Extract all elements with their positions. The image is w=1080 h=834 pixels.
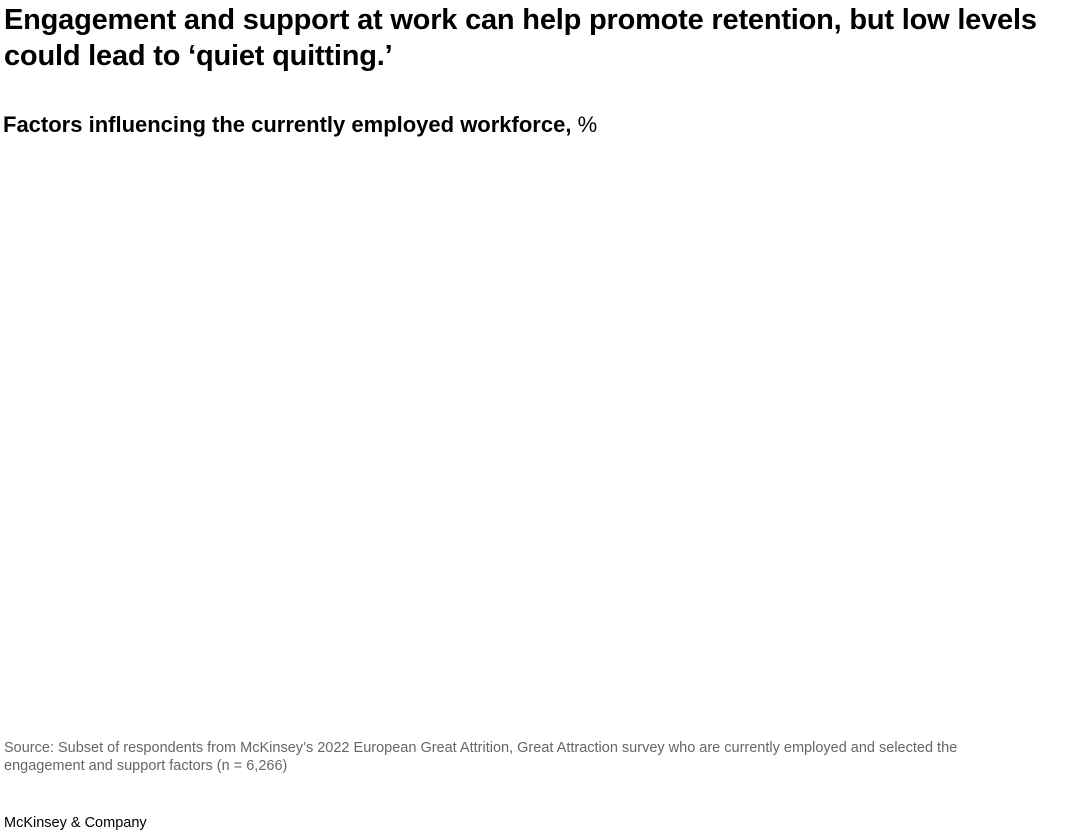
chart-canvas: [0, 150, 1080, 730]
chart-subtitle: [3, 111, 597, 139]
chart-unit: %: [577, 112, 598, 137]
company-logo-text: McKinsey & Company: [4, 815, 147, 831]
chart-title: Factors influencing the currently employed workforce,: [3, 112, 572, 137]
source-note: Source: Subset of respondents from McKinsey’s 2022 European Great Attrition, Great Attraction survey who are currently employed and selected the engagement and support factors (n = 6,266): [4, 740, 958, 774]
chart-headline: Engagement and support at work can help promote retention, but low levels could lead to ‘quiet quitting.’: [4, 4, 1037, 72]
chart-area: [0, 150, 1080, 730]
